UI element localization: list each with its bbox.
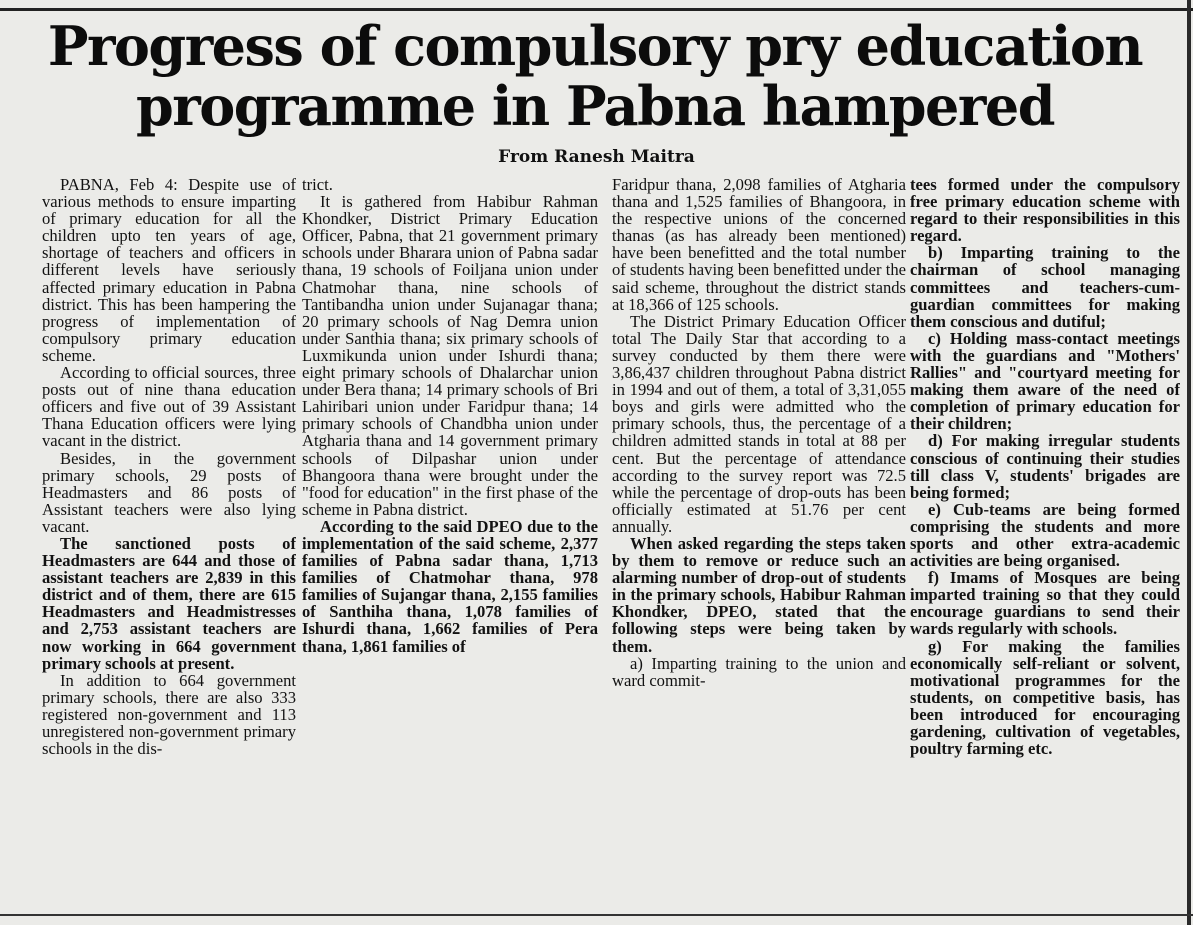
paragraph: The District Primary Education Officer total The Daily Star that according to a survey conducted by them there were 3,86,437 children throughout Pabna district in 1994 and out of them, a total of 3,31,055 boys and girls were admitted who the primary schools, thus, the percentage of a children admitted stands in total at 88 per cent. But the percentage of attendance according to the survey report was 72.5 while the percentage of drop-outs has been officially estimated at 51.76 per cent annually.: [612, 311, 906, 536]
article-column-4: [910, 176, 1180, 911]
paragraph: b) Imparting training to the chairman of school managing committees and teachers-cum-guardian committees for making them conscious and dutiful;: [910, 243, 1180, 331]
headline: Progress of compulsory pry education programme in Pabna hampered: [47, 14, 1143, 138]
article-column-1: [42, 176, 296, 911]
paragraph: e) Cub-teams are being formed comprising the students and more sports and other extra-academic activities are being organised.: [910, 499, 1180, 571]
paragraph: tees formed under the compulsory free primary education scheme with regard to their responsibilities in this regard.: [910, 176, 1180, 246]
paragraph: According to the said DPEO due to the implementation of the said scheme, 2,377 families of Pabna sadar thana, 1,713 families of Chatmohar thana, 978 families of Sujangar thana, 2,155 families of Santhiha thana, 1,078 families of Ishurdi thana, 1,662 families of Pera thana, 1,861 families of: [302, 516, 598, 656]
bottom-rule: [0, 914, 1193, 916]
top-rule: [0, 8, 1193, 11]
paragraph: When asked regarding the steps taken by them to remove or reduce such an alarming number of drop-out of students in the primary schools, Habibur Rahman Khondker, DPEO, stated that the following steps were being taken by them.: [612, 533, 906, 656]
right-column-rule: [1187, 0, 1191, 925]
paragraph: The sanctioned posts of Headmasters are 644 and those of assistant teachers are 2,839 in this district and of them, there are 615 Headmasters and Headmistresses and 2,753 assistant teachers are now working in 664 government primary schools at present.: [42, 533, 296, 673]
paragraph: PABNA, Feb 4: Despite use of various methods to ensure imparting of primary education for all the children upto ten years of age, shortage of teachers and officers in different levels have seriously affected primary education in Pabna district. This has been hampering the progress of implementation of compulsory primary education scheme.: [42, 176, 296, 365]
paragraph: In addition to 664 government primary schools, there are also 333 registered non-government and 113 unregistered non-government primary schools in the dis-: [42, 670, 296, 759]
byline: From Ranesh Maitra: [498, 147, 695, 167]
paragraph: c) Holding mass-contact meetings with the guardians and "Mothers' Rallies" and "courtyard meeting for making them aware of the need of completion of primary education for their children;: [910, 328, 1180, 434]
article-column-2: [302, 176, 598, 911]
paragraph: Faridpur thana, 2,098 families of Atgharia thana and 1,525 families of Bhangoora, in the respective unions of the concerned thanas (as has already been mentioned) have been benefitted and the total number of students having been benefitted under the said scheme, throughout the district stands at 18,366 of 125 schools.: [612, 176, 906, 314]
article-column-3: [612, 176, 906, 911]
paragraph: g) For making the families economically self-reliant or solvent, motivational programmes for the students, on competitive basis, has been introduced for encouraging gardening, cultivation of vegetables, poultry farming etc.: [910, 636, 1180, 759]
paragraph: a) Imparting training to the union and ward commit-: [612, 653, 906, 690]
paragraph: It is gathered from Habibur Rahman Khondker, District Primary Education Officer, Pabna, that 21 government primary schools under Bharara union of Pabna sadar thana, 19 schools of Foiljana union under Chatmohar thana, nine schools of Tantibandha union under Sujanagar thana; 20 primary schools of Nag Demra union under Santhia thana; six primary schools of Luxmikunda union under Ishurdi thana; eight primary schools of Dhalarchar union under Bera thana; 14 primary schools of Bri Lahiribari union under Faridpur thana; 14 primary schools of Chandbha union under Atgharia thana and 14 government primary schools of Dilpashar union under Bhangoora thana were brought under the "food for education" in the first phase of the scheme in Pabna district.: [302, 192, 598, 519]
paragraph: According to official sources, three posts out of nine thana education officers and five out of 39 Assistant Thana Education officers were lying vacant in the district.: [42, 363, 296, 451]
paragraph: d) For making irregular students conscious of continuing their studies till class V, students' brigades are being formed;: [910, 431, 1180, 502]
paragraph: f) Imams of Mosques are being imparted training so that they could encourage guardians to send their wards regularly with schools.: [910, 568, 1180, 639]
paragraph: trict.: [302, 176, 333, 194]
paragraph: Besides, in the government primary schools, 29 posts of Headmasters and 86 posts of Assistant teachers were also lying vacant.: [42, 448, 296, 536]
